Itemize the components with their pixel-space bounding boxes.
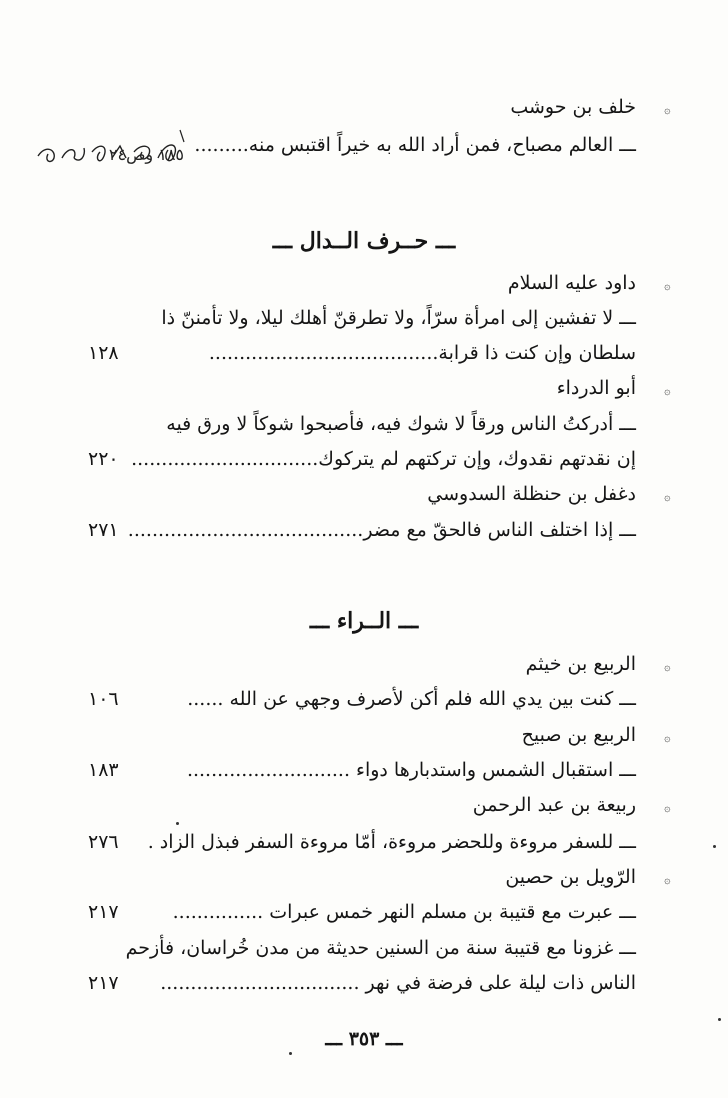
svg-text:١٨٥ وص٢٤: ١٨٥ وص٢٤ — [108, 145, 184, 164]
section-heading-dal: ـــ حــرف الــدال ـــ — [272, 228, 456, 254]
scan-speck — [289, 1052, 292, 1055]
page-number: ٢٧١ — [88, 519, 119, 541]
entry-name: داود عليه السلام — [507, 272, 636, 294]
page-number: ١٠٦ — [88, 688, 119, 710]
entry-bullet-icon: ۞ — [664, 384, 671, 397]
entry-bullet-icon: ۞ — [664, 103, 671, 116]
entry-bullet-icon: ۞ — [664, 801, 671, 814]
page-number: ٢١٧ — [88, 901, 119, 923]
entry-name: دغفل بن حنظلة السدوسي — [427, 483, 636, 505]
handwritten-note-icon — [34, 128, 212, 174]
page-number: ٢٧٦ — [88, 831, 119, 853]
scan-speck — [718, 1018, 721, 1021]
entry-quote: ـــ العالم مصباح، فمن أراد الله به خيراً اقتبس منه......... — [194, 134, 636, 156]
page-number: ٢٢٠ — [88, 448, 119, 470]
entry-quote: ـــ إذا اختلف الناس فالحقّ مع مضر....................................... — [127, 519, 636, 541]
entry-bullet-icon: ۞ — [664, 490, 671, 503]
page-folio: ـــ ٣٥٣ ـــ — [325, 1028, 403, 1050]
handwritten-note — [34, 128, 212, 178]
section-heading-ra: ـــ الــراء ـــ — [309, 608, 419, 634]
entry-name: الربيع بن خيثم — [525, 653, 636, 675]
scan-speck — [176, 822, 179, 825]
entry-name: الربيع بن صبيح — [521, 724, 636, 746]
entry-quote: ـــ لا تفشين إلى امرأة سرّاً، ولا تطرقنّ أهلك ليلا، ولا تأمننّ ذا — [161, 307, 636, 329]
entry-quote-cont: إن نقدتهم نقدوك، وإن تركتهم لم يتركوك............................... — [131, 448, 636, 470]
entry-name: الرّويل بن حصين — [505, 866, 636, 888]
entry-quote: ـــ أدركتُ الناس ورقاً لا شوك فيه، فأصبحوا شوكاً لا ورق فيه — [166, 413, 636, 435]
entry-quote: ـــ غزونا مع قتيبة سنة من السنين حديثة من مدن خُراسان، فأزحم — [125, 937, 636, 959]
page-number: ١٨٣ — [88, 759, 119, 781]
entry-quote: ـــ عبرت مع قتيبة بن مسلم النهر خمس عبرات ............... — [172, 901, 636, 923]
page-number: ٢١٧ — [88, 972, 119, 994]
entry-name: أبو الدرداء — [556, 377, 636, 399]
entry-name: ربيعة بن عبد الرحمن — [472, 794, 636, 816]
entry-bullet-icon: ۞ — [664, 660, 671, 673]
entry-bullet-icon: ۞ — [664, 279, 671, 292]
entry-quote: ـــ كنت بين يدي الله فلم أكن لأصرف وجهي عن الله ...... — [187, 688, 636, 710]
entry-bullet-icon: ۞ — [664, 731, 671, 744]
entry-quote: ـــ استقبال الشمس واستدبارها دواء ........................... — [186, 759, 636, 781]
scan-speck — [713, 845, 716, 848]
entry-quote-cont: الناس ذات ليلة على فرضة في نهر ................................. — [160, 972, 636, 994]
entry-quote: ـــ للسفر مروءة وللحضر مروءة، أمّا مروءة السفر فبذل الزاد . — [147, 831, 636, 853]
entry-bullet-icon: ۞ — [664, 873, 671, 886]
entry-quote-cont: سلطان وإن كنت ذا قرابة...................................... — [208, 342, 636, 364]
page-number: ١٢٨ — [88, 342, 119, 364]
entry-name: خلف بن حوشب — [510, 96, 636, 118]
